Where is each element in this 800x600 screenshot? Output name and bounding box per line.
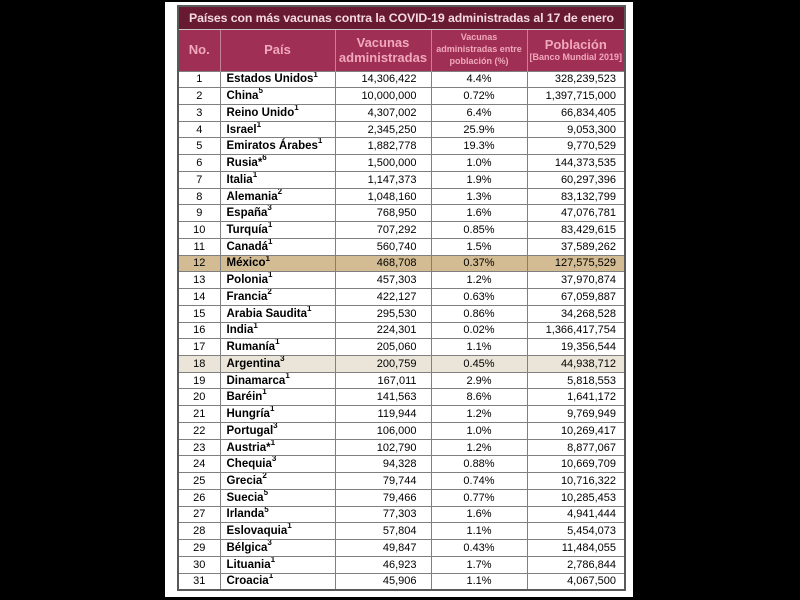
table-row <box>178 88 625 105</box>
cell-vaccines-per-population-pct: 0.45% <box>431 355 527 372</box>
country-name: Lituania <box>226 558 271 571</box>
country-footnote-sup: 1 <box>287 522 292 531</box>
cell-population: 8,877,067 <box>527 439 625 456</box>
cell-vaccines-per-population-pct: 1.0% <box>431 422 527 439</box>
country-footnote-sup: 3 <box>267 204 272 213</box>
country-name: Eslovaquia <box>226 525 288 538</box>
country-footnote-sup: 3 <box>273 422 278 430</box>
table-row <box>178 573 625 590</box>
cell-country <box>220 322 335 339</box>
cell-country <box>220 138 335 155</box>
cell-vaccines-administered: 707,292 <box>335 222 431 239</box>
cell-vaccines-per-population-pct: 1.5% <box>431 238 527 255</box>
table-row <box>178 556 625 573</box>
cell-vaccines-administered: 10,000,000 <box>335 88 431 105</box>
document-panel <box>165 2 633 597</box>
cell-rank: 10 <box>178 222 220 239</box>
table-row <box>178 121 625 138</box>
cell-rank: 27 <box>178 506 220 523</box>
table-row <box>178 456 625 473</box>
cell-rank: 8 <box>178 188 220 205</box>
country-footnote-sup: 6 <box>262 154 267 163</box>
cell-vaccines-per-population-pct: 1.1% <box>431 339 527 356</box>
country-name: Portugal <box>226 424 274 437</box>
cell-vaccines-per-population-pct: 0.43% <box>431 540 527 557</box>
table-row <box>178 540 625 557</box>
cell-rank: 19 <box>178 372 220 389</box>
cell-country <box>220 339 335 356</box>
column-header-population <box>527 29 625 71</box>
cell-country <box>220 222 335 239</box>
cell-vaccines-per-population-pct: 6.4% <box>431 104 527 121</box>
cell-population: 10,285,453 <box>527 489 625 506</box>
column-header-row <box>178 29 625 71</box>
cell-vaccines-per-population-pct: 0.02% <box>431 322 527 339</box>
country-name: India <box>226 324 254 337</box>
cell-rank: 31 <box>178 573 220 590</box>
cell-vaccines-per-population-pct: 0.37% <box>431 255 527 272</box>
country-footnote-sup: 3 <box>280 355 285 364</box>
cell-rank: 6 <box>178 155 220 172</box>
cell-vaccines-administered: 422,127 <box>335 289 431 306</box>
cell-rank: 24 <box>178 456 220 473</box>
cell-population: 10,269,417 <box>527 422 625 439</box>
table-row <box>178 205 625 222</box>
cell-rank: 3 <box>178 104 220 121</box>
cell-vaccines-administered: 141,563 <box>335 389 431 406</box>
country-footnote-sup: 1 <box>267 221 273 230</box>
cell-rank: 28 <box>178 523 220 540</box>
country-name: Arabia Saudita <box>226 307 308 320</box>
cell-vaccines-administered: 768,950 <box>335 205 431 222</box>
cell-country <box>220 155 335 172</box>
country-footnote-sup: 1 <box>269 405 275 414</box>
country-name: Baréin <box>226 391 263 404</box>
cell-vaccines-administered: 457,303 <box>335 272 431 289</box>
table-row <box>178 272 625 289</box>
cell-country <box>220 272 335 289</box>
cell-rank: 11 <box>178 238 220 255</box>
country-name: Bélgica <box>226 541 268 554</box>
cell-country <box>220 255 335 272</box>
cell-country <box>220 489 335 506</box>
country-name: Italia <box>226 173 253 186</box>
country-footnote-sup: 1 <box>307 305 312 313</box>
table-row <box>178 289 625 306</box>
cell-population: 5,818,553 <box>527 372 625 389</box>
cell-population: 5,454,073 <box>527 523 625 540</box>
cell-vaccines-administered: 46,923 <box>335 556 431 573</box>
cell-vaccines-per-population-pct: 0.74% <box>431 473 527 490</box>
cell-rank: 22 <box>178 422 220 439</box>
cell-vaccines-per-population-pct: 1.2% <box>431 406 527 423</box>
cell-country <box>220 523 335 540</box>
country-name: Suecia <box>226 491 264 504</box>
cell-vaccines-administered: 1,882,778 <box>335 138 431 155</box>
cell-rank: 14 <box>178 289 220 306</box>
cell-country <box>220 88 335 105</box>
title-row <box>178 6 625 29</box>
country-name: Argentina <box>226 357 281 370</box>
cell-vaccines-per-population-pct: 1.2% <box>431 272 527 289</box>
cell-country <box>220 556 335 573</box>
cell-vaccines-administered: 79,744 <box>335 473 431 490</box>
cell-population: 144,373,535 <box>527 155 625 172</box>
cell-population: 34,268,528 <box>527 305 625 322</box>
table-row <box>178 439 625 456</box>
country-name: Canadá <box>226 240 269 253</box>
country-name: Polonia <box>226 274 269 287</box>
country-footnote-sup: 1 <box>313 71 318 79</box>
cell-vaccines-administered: 167,011 <box>335 372 431 389</box>
country-footnote-sup: 1 <box>262 388 267 397</box>
column-header-pct-line2: administradas entre <box>436 44 522 55</box>
cell-population: 37,589,262 <box>527 238 625 255</box>
cell-vaccines-per-population-pct: 1.7% <box>431 556 527 573</box>
cell-vaccines-administered: 119,944 <box>335 406 431 423</box>
country-name: Israel <box>226 123 257 136</box>
cell-rank: 15 <box>178 305 220 322</box>
table-row <box>178 389 625 406</box>
cell-vaccines-per-population-pct: 1.6% <box>431 205 527 222</box>
cell-population: 66,834,405 <box>527 104 625 121</box>
country-footnote-sup: 1 <box>270 439 276 447</box>
cell-vaccines-administered: 94,328 <box>335 456 431 473</box>
cell-vaccines-administered: 4,307,002 <box>335 104 431 121</box>
cell-population: 4,067,500 <box>527 573 625 590</box>
cell-vaccines-administered: 79,466 <box>335 489 431 506</box>
column-header-pct <box>431 29 527 71</box>
country-footnote-sup: 2 <box>267 288 272 297</box>
country-name: Hungría <box>226 408 270 421</box>
cell-country <box>220 473 335 490</box>
table-row <box>178 222 625 239</box>
table-row <box>178 322 625 339</box>
cell-vaccines-per-population-pct: 4.4% <box>431 71 527 88</box>
cell-vaccines-per-population-pct: 2.9% <box>431 372 527 389</box>
cell-vaccines-administered: 205,060 <box>335 339 431 356</box>
cell-country <box>220 573 335 590</box>
cell-rank: 7 <box>178 171 220 188</box>
cell-country <box>220 121 335 138</box>
country-name: Rumanía <box>226 341 276 354</box>
country-name: Francia <box>226 290 268 303</box>
country-footnote-sup: 1 <box>294 104 299 112</box>
table-row <box>178 506 625 523</box>
cell-population: 47,076,781 <box>527 205 625 222</box>
country-name: Austria* <box>226 441 271 454</box>
table-row <box>178 255 625 272</box>
cell-country <box>220 238 335 255</box>
cell-vaccines-administered: 224,301 <box>335 322 431 339</box>
country-name: Estados Unidos <box>226 73 314 86</box>
country-footnote-sup: 1 <box>252 171 258 179</box>
country-name: China <box>226 90 259 103</box>
cell-population: 37,970,874 <box>527 272 625 289</box>
table-row <box>178 171 625 188</box>
cell-population: 19,356,544 <box>527 339 625 356</box>
cell-population: 2,786,844 <box>527 556 625 573</box>
table-row <box>178 71 625 88</box>
cell-population: 67,059,887 <box>527 289 625 306</box>
cell-rank: 29 <box>178 540 220 557</box>
country-footnote-sup: 3 <box>267 539 272 548</box>
country-footnote-sup: 1 <box>317 137 323 146</box>
country-footnote-sup: 1 <box>265 255 270 263</box>
cell-population: 328,239,523 <box>527 71 625 88</box>
cell-population: 60,297,396 <box>527 171 625 188</box>
column-header-vaccines <box>335 29 431 71</box>
cell-vaccines-per-population-pct: 1.1% <box>431 573 527 590</box>
cell-rank: 13 <box>178 272 220 289</box>
country-footnote-sup: 5 <box>258 87 263 96</box>
cell-rank: 20 <box>178 389 220 406</box>
cell-vaccines-per-population-pct: 0.86% <box>431 305 527 322</box>
cell-country <box>220 456 335 473</box>
country-footnote-sup: 5 <box>264 506 269 514</box>
cell-rank: 2 <box>178 88 220 105</box>
cell-rank: 18 <box>178 355 220 372</box>
cell-population: 4,941,444 <box>527 506 625 523</box>
cell-vaccines-per-population-pct: 1.0% <box>431 155 527 172</box>
column-header-country: País <box>220 29 335 71</box>
cell-vaccines-per-population-pct: 0.77% <box>431 489 527 506</box>
table-row <box>178 238 625 255</box>
cell-rank: 17 <box>178 339 220 356</box>
country-footnote-sup: 1 <box>253 322 258 330</box>
country-footnote-sup: 1 <box>256 121 262 129</box>
cell-vaccines-administered: 45,906 <box>335 573 431 590</box>
cell-population: 10,716,322 <box>527 473 625 490</box>
cell-population: 127,575,529 <box>527 255 625 272</box>
country-name: Turquía <box>226 223 268 236</box>
column-header-pct-line1: Vacunas <box>460 32 498 43</box>
cell-vaccines-administered: 77,303 <box>335 506 431 523</box>
cell-population: 83,132,799 <box>527 188 625 205</box>
cell-vaccines-administered: 102,790 <box>335 439 431 456</box>
cell-population: 9,769,949 <box>527 406 625 423</box>
cell-vaccines-per-population-pct: 1.3% <box>431 188 527 205</box>
table-row <box>178 372 625 389</box>
table-row <box>178 138 625 155</box>
cell-vaccines-per-population-pct: 0.88% <box>431 456 527 473</box>
country-name: Irlanda <box>226 508 265 521</box>
cell-population: 9,053,300 <box>527 121 625 138</box>
cell-rank: 4 <box>178 121 220 138</box>
country-name: Grecia <box>226 474 263 487</box>
table-row <box>178 339 625 356</box>
table-row <box>178 523 625 540</box>
cell-rank: 12 <box>178 255 220 272</box>
table-row <box>178 489 625 506</box>
cell-population: 10,669,709 <box>527 456 625 473</box>
country-name: Alemania <box>226 190 278 203</box>
cell-country <box>220 439 335 456</box>
cell-country <box>220 355 335 372</box>
cell-vaccines-per-population-pct: 8.6% <box>431 389 527 406</box>
table-row <box>178 188 625 205</box>
country-footnote-sup: 1 <box>270 556 276 564</box>
cell-country <box>220 372 335 389</box>
cell-country <box>220 506 335 523</box>
country-name: Chequia <box>226 458 272 471</box>
cell-vaccines-administered: 560,740 <box>335 238 431 255</box>
cell-rank: 26 <box>178 489 220 506</box>
cell-vaccines-per-population-pct: 1.1% <box>431 523 527 540</box>
cell-vaccines-administered: 1,147,373 <box>335 171 431 188</box>
cell-population: 11,484,055 <box>527 540 625 557</box>
cell-rank: 30 <box>178 556 220 573</box>
cell-country <box>220 389 335 406</box>
table-row <box>178 355 625 372</box>
cell-population: 1,366,417,754 <box>527 322 625 339</box>
cell-country <box>220 305 335 322</box>
cell-vaccines-administered: 295,530 <box>335 305 431 322</box>
country-footnote-sup: 1 <box>268 238 273 246</box>
column-header-population-line1: Población <box>544 37 607 53</box>
cell-country <box>220 540 335 557</box>
cell-vaccines-administered: 1,500,000 <box>335 155 431 172</box>
country-footnote-sup: 5 <box>263 489 269 497</box>
cell-rank: 25 <box>178 473 220 490</box>
cell-country <box>220 71 335 88</box>
cell-country <box>220 188 335 205</box>
table-row <box>178 104 625 121</box>
table-row <box>178 406 625 423</box>
cell-vaccines-per-population-pct: 0.85% <box>431 222 527 239</box>
cell-country <box>220 422 335 439</box>
cell-vaccines-per-population-pct: 19.3% <box>431 138 527 155</box>
cell-vaccines-per-population-pct: 1.6% <box>431 506 527 523</box>
cell-rank: 9 <box>178 205 220 222</box>
cell-population: 83,429,615 <box>527 222 625 239</box>
cell-rank: 5 <box>178 138 220 155</box>
cell-rank: 1 <box>178 71 220 88</box>
country-footnote-sup: 1 <box>285 372 290 380</box>
country-footnote-sup: 2 <box>277 188 283 196</box>
cell-rank: 23 <box>178 439 220 456</box>
country-name: Emiratos Árabes <box>226 140 318 153</box>
cell-vaccines-per-population-pct: 0.63% <box>431 289 527 306</box>
table-row <box>178 155 625 172</box>
table-title: Países con más vacunas contra la COVID-19 administradas al 17 de enero <box>178 6 625 29</box>
cell-vaccines-administered: 468,708 <box>335 255 431 272</box>
cell-country <box>220 104 335 121</box>
country-name: Dinamarca <box>226 374 286 387</box>
cell-vaccines-per-population-pct: 1.2% <box>431 439 527 456</box>
country-footnote-sup: 1 <box>275 338 280 347</box>
column-header-population-line2: [Banco Mundial 2019] <box>529 51 623 62</box>
cell-vaccines-administered: 49,847 <box>335 540 431 557</box>
country-footnote-sup: 2 <box>262 472 267 481</box>
cell-country <box>220 205 335 222</box>
cell-population: 1,641,172 <box>527 389 625 406</box>
cell-vaccines-administered: 200,759 <box>335 355 431 372</box>
country-name: Reino Unido <box>226 106 295 119</box>
country-footnote-sup: 3 <box>271 455 277 464</box>
cell-vaccines-administered: 106,000 <box>335 422 431 439</box>
country-footnote-sup: 1 <box>268 573 274 581</box>
country-name: Rusia* <box>226 157 263 170</box>
column-header-no: No. <box>178 29 220 71</box>
cell-vaccines-administered: 14,306,422 <box>335 71 431 88</box>
table-row <box>178 305 625 322</box>
country-name: Croacia <box>226 575 269 588</box>
cell-population: 44,938,712 <box>527 355 625 372</box>
column-header-pct-line3: población (%) <box>449 55 509 66</box>
cell-vaccines-administered: 1,048,160 <box>335 188 431 205</box>
cell-vaccines-per-population-pct: 25.9% <box>431 121 527 138</box>
table-row <box>178 473 625 490</box>
country-name: México <box>226 257 266 270</box>
cell-vaccines-administered: 57,804 <box>335 523 431 540</box>
cell-vaccines-per-population-pct: 1.9% <box>431 171 527 188</box>
column-header-vaccines-line2: administradas <box>338 50 428 65</box>
table-head <box>178 6 625 71</box>
table-body <box>178 71 625 590</box>
country-name: España <box>226 207 268 220</box>
cell-country <box>220 406 335 423</box>
cell-country <box>220 289 335 306</box>
table-row <box>178 422 625 439</box>
cell-population: 1,397,715,000 <box>527 88 625 105</box>
country-footnote-sup: 1 <box>268 271 273 280</box>
vaccines-table <box>177 5 626 591</box>
cell-population: 9,770,529 <box>527 138 625 155</box>
column-header-vaccines-line1: Vacunas <box>356 34 410 50</box>
cell-vaccines-per-population-pct: 0.72% <box>431 88 527 105</box>
cell-country <box>220 171 335 188</box>
cell-rank: 21 <box>178 406 220 423</box>
cell-rank: 16 <box>178 322 220 339</box>
cell-vaccines-administered: 2,345,250 <box>335 121 431 138</box>
